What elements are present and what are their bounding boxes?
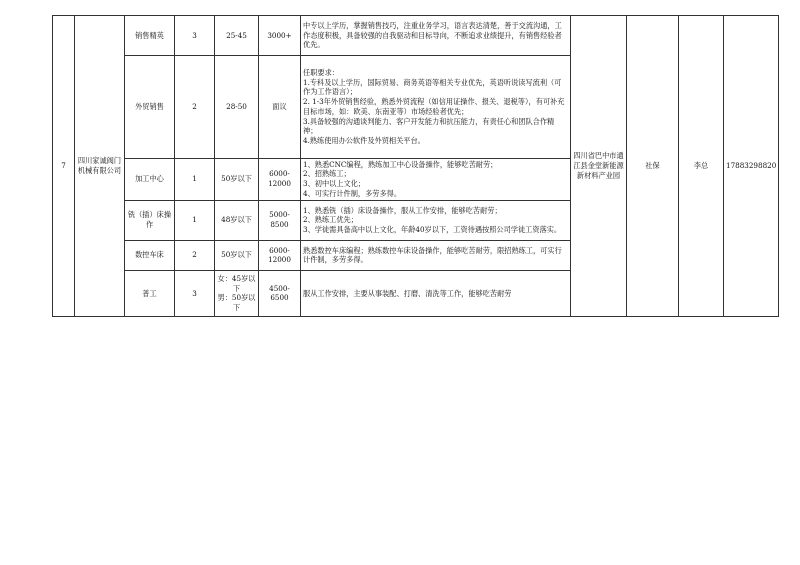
insurance-cell: 社保	[627, 16, 679, 317]
requirement-line: 4.熟练使用办公软件及外贸相关平台。	[303, 135, 425, 145]
job-age-line: 女：45岁以下	[217, 273, 256, 293]
requirement-line: 3.具备较强的沟通谈判能力、客户开发能力和抗压能力，有责任心和团队合作精神；	[303, 116, 555, 136]
requirement-line: 中专以上学历，掌握销售技巧，注重业务学习，语言表达清楚，善于交流沟通，工作态度积极，具备较强的自我驱动和目标导向，不断追求业绩提升，有销售经验者优先。	[303, 20, 562, 50]
job-count-cell: 3	[175, 16, 215, 56]
requirement-line: 3、学徒需具备高中以上文化，年龄40岁以下，工资待遇按照公司学徒工资落实。	[303, 224, 562, 234]
job-salary-cell: 面议	[259, 56, 301, 158]
job-count-cell: 1	[175, 200, 215, 240]
company-address-cell: 四川省巴中市通江县金堂新能源新材料产业园	[571, 16, 627, 317]
job-requirements-cell	[301, 56, 571, 158]
requirement-line: 2、招熟练工；	[303, 169, 351, 179]
job-salary-cell: 6000-12000	[259, 158, 301, 200]
company-index-cell: 7	[53, 16, 75, 317]
requirement-line: 4、可实行计件制，多劳多得。	[303, 188, 402, 198]
job-requirements-cell	[301, 16, 571, 56]
requirement-line: 1、熟悉CNC编程，熟练加工中心设备操作，能够吃苦耐劳；	[303, 159, 498, 169]
phone-cell: 17883298820	[724, 16, 779, 317]
job-age-line: 28-50	[226, 101, 247, 111]
job-age-cell	[215, 16, 259, 56]
job-age-line: 25-45	[226, 30, 247, 40]
requirement-line: 1、熟悉铣（插）床设备操作，服从工作安排，能够吃苦耐劳；	[303, 205, 502, 215]
job-salary-cell: 6000-12000	[259, 240, 301, 270]
job-age-line: 48岁以下	[221, 215, 252, 225]
job-requirements-cell	[301, 158, 571, 200]
job-title-cell: 数控车床	[125, 240, 175, 270]
job-requirements-cell	[301, 200, 571, 240]
job-age-cell	[215, 56, 259, 158]
requirement-line: 3、初中以上文化；	[303, 179, 366, 189]
job-title-cell: 加工中心	[125, 158, 175, 200]
job-title-cell: 外贸销售	[125, 56, 175, 158]
job-table	[52, 15, 779, 317]
job-salary-cell: 4500-6500	[259, 270, 301, 316]
job-requirements-cell	[301, 270, 571, 316]
contact-cell: 李总	[679, 16, 724, 317]
job-requirements-cell	[301, 240, 571, 270]
requirement-line: 2、熟练工优先；	[303, 215, 358, 225]
requirement-line: 2. 1-3年外贸销售经验，熟悉外贸流程（如信用证操作、报关、退税等），有可补充目标市场，如：欧美、东南亚等）市场经验者优先；	[303, 97, 565, 116]
job-age-cell	[215, 240, 259, 270]
job-count-cell: 3	[175, 270, 215, 316]
job-salary-cell: 3000+	[259, 16, 301, 56]
job-salary-cell: 5000-8500	[259, 200, 301, 240]
requirement-line: 熟悉数控车床编程；熟练数控车床设备操作，能够吃苦耐劳，限招熟练工，可实行计件制，多劳多得。	[303, 245, 562, 265]
job-age-line: 50岁以下	[221, 174, 252, 184]
job-age-line: 50岁以下	[221, 250, 252, 260]
job-age-cell	[215, 158, 259, 200]
table-row	[53, 16, 779, 56]
job-count-cell: 1	[175, 158, 215, 200]
requirement-line: 任职要求：	[303, 67, 339, 77]
job-count-cell: 2	[175, 56, 215, 158]
job-count-cell: 2	[175, 240, 215, 270]
requirement-line: 服从工作安排，主要从事装配、打磨、清洗等工作，能够吃苦耐劳	[303, 288, 512, 298]
job-title-cell: 销售精英	[125, 16, 175, 56]
job-age-cell	[215, 200, 259, 240]
job-title-cell: 铣（插）床操作	[125, 200, 175, 240]
job-title-cell: 普工	[125, 270, 175, 316]
requirement-line: 1.专科及以上学历，国际贸易、商务英语等相关专业优先，英语听说读写流利（可作为工作语言）；	[303, 77, 562, 97]
job-age-cell	[215, 270, 259, 316]
company-name-cell: 四川家诚阀门机械有限公司	[75, 16, 125, 317]
job-age-line: 男：50岁以下	[217, 293, 256, 313]
